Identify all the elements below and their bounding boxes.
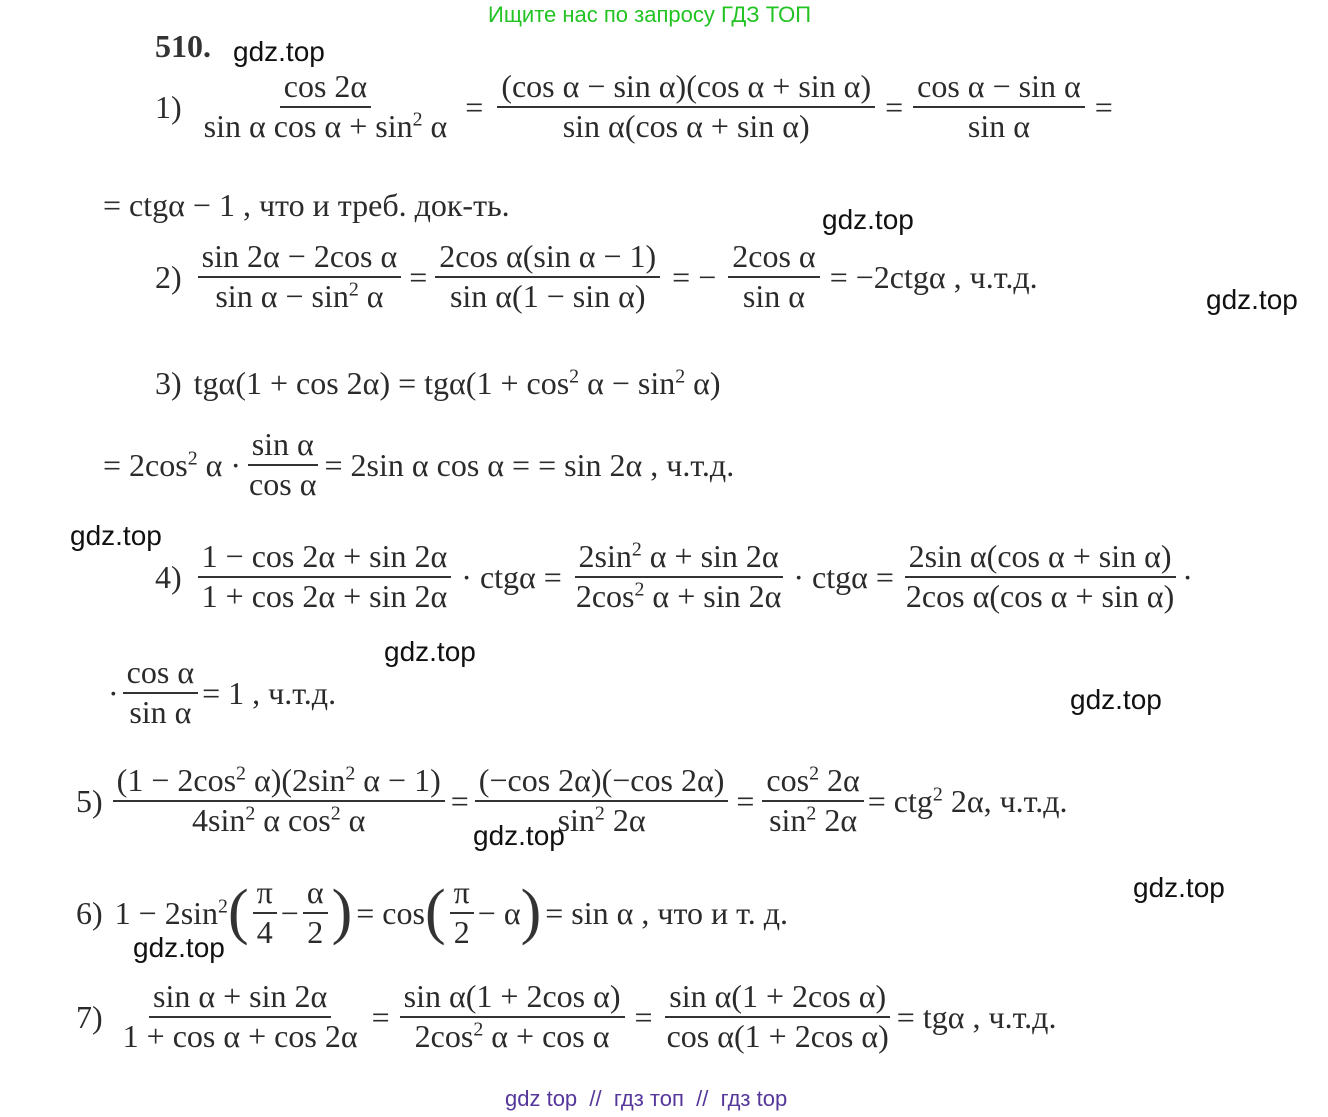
numerator: sin α(1 + 2cos α) [665, 978, 890, 1018]
item-label: 5) [76, 782, 103, 819]
fraction [435, 238, 660, 316]
right-paren: ) [520, 877, 542, 946]
expression: − α [477, 894, 521, 931]
item-1 [155, 68, 1113, 146]
numerator: 2sin α(cos α + sin α) [905, 538, 1176, 578]
fraction [303, 874, 328, 952]
denominator: $4\sin^2$ α $\cos^2 \alpha$ [192, 801, 366, 838]
fraction [123, 654, 198, 732]
numerator: $\cos^2 2\alpha$ [762, 762, 863, 802]
watermark: gdz.top [133, 932, 225, 963]
watermark: gdz.top [1133, 872, 1225, 903]
fraction [200, 68, 452, 146]
fraction [400, 978, 625, 1056]
denominator: 2 [453, 913, 470, 950]
watermark: gdz.top [473, 820, 565, 851]
numerator: cos α − sin α [913, 68, 1085, 108]
expression: $1 - 2\sin^2$ [114, 894, 228, 931]
watermark: gdz.top [822, 204, 914, 235]
numerator: cos α [123, 654, 198, 694]
numerator: 1 − cos 2α + sin 2α [198, 538, 452, 578]
item-label: 3) [155, 365, 182, 401]
denominator: $2\cos^2$ α + cos α [414, 1017, 610, 1054]
denominator: 1 + cos 2α + sin 2α [201, 577, 448, 614]
denominator: sin α [967, 107, 1030, 144]
item-label: 7) [76, 998, 103, 1035]
fraction [902, 538, 1178, 616]
item-7 [76, 978, 1056, 1056]
item-1-continuation: = ctgα − 1 , что и треб. док-ть. [103, 187, 510, 223]
equation-line: $tg\alpha(1 + \cos 2\alpha) = tg\alpha(1 + \cos^2 \alpha - \sin^2 \alpha)$ [193, 365, 721, 401]
operator: − [280, 894, 299, 931]
item-4-continuation [108, 654, 336, 732]
numerator: $2\sin^2$ α + sin 2α [575, 538, 783, 578]
result-text: = 2sin α cos α = = sin 2α , ч.т.д. [324, 446, 735, 483]
numerator: sin α(1 + 2cos α) [400, 978, 625, 1018]
fraction [663, 978, 893, 1056]
denominator: 4 [256, 913, 273, 950]
denominator: sin α $\cos \alpha + \sin^2 \alpha$ [203, 107, 448, 144]
footer-watermark: gdz top // гдз топ // гдз top [505, 1086, 788, 1111]
item-label: 4) [155, 558, 182, 595]
operator: = [465, 88, 484, 125]
denominator: $\sin^2 2\alpha$ [557, 801, 646, 838]
numerator: cos 2α [280, 68, 371, 108]
fraction [450, 874, 474, 952]
denominator: $\sin^2 2\alpha$ [769, 801, 858, 838]
expression: = cos [356, 894, 425, 931]
item-3 [155, 364, 721, 402]
operator: = [634, 998, 653, 1035]
operator: = [736, 782, 755, 819]
item-label: 6) [76, 894, 103, 931]
right-paren: ) [331, 877, 353, 946]
fraction [198, 238, 402, 316]
fraction [198, 538, 452, 616]
denominator: cos α(1 + 2cos α) [666, 1017, 889, 1054]
fraction [728, 238, 819, 316]
watermark: gdz.top [1206, 284, 1298, 315]
denominator: $\sin \alpha - \sin^2 \alpha$ [215, 277, 384, 314]
denominator: sin α(1 − sin α) [449, 277, 646, 314]
numerator: π [253, 874, 277, 914]
denominator: cos α [249, 465, 317, 502]
fraction [119, 978, 362, 1056]
numerator: sin 2α − 2cos α [198, 238, 402, 278]
item-2 [155, 238, 1038, 316]
numerator: π [450, 874, 474, 914]
denominator: sin α(cos α + sin α) [562, 107, 810, 144]
watermark: gdz.top [384, 636, 476, 667]
denominator: sin α [742, 277, 806, 314]
numerator: 2cos α(sin α − 1) [435, 238, 660, 278]
denominator: 2 [307, 913, 324, 950]
fraction [913, 68, 1085, 146]
item-5 [76, 762, 1068, 840]
numerator: (−cos 2α)(−cos 2α) [475, 762, 729, 802]
item-3-continuation [103, 426, 734, 504]
operator: · ctgα = [461, 558, 562, 595]
operator: = [409, 258, 428, 295]
result-text: = sin α , что и т. д. [545, 894, 789, 931]
numerator: α [303, 874, 328, 914]
left-paren: ( [227, 877, 249, 946]
top-banner: Ищите нас по запросу ГДЗ ТОП [488, 2, 812, 27]
operator: · ctgα = [793, 558, 894, 595]
fraction [245, 426, 320, 504]
fraction [497, 68, 875, 146]
result-text: = tgα , ч.т.д. [896, 998, 1057, 1035]
fraction [253, 874, 277, 952]
fraction [113, 762, 445, 840]
numerator: sin α + sin 2α [149, 978, 331, 1018]
operator: = [371, 998, 390, 1035]
problem-number: 510. [155, 28, 211, 64]
operator: = [450, 782, 469, 819]
item-label: 1) [155, 88, 182, 125]
numerator: sin α [248, 426, 318, 466]
operator: = [885, 88, 904, 125]
left-paren: ( [424, 877, 446, 946]
denominator: sin α [129, 693, 192, 730]
watermark: gdz.top [1070, 684, 1162, 715]
watermark: gdz.top [233, 36, 325, 67]
numerator: ($1 - 2\cos^2$ $\alpha)(2\sin^2$ α − 1) [113, 762, 445, 802]
item-4 [155, 538, 1193, 616]
watermark: gdz.top [70, 520, 162, 551]
expression: = $2\cos^2$ α · [103, 446, 242, 483]
denominator: $2\cos^2$ α + sin 2α [575, 577, 782, 614]
denominator: 2cos α(cos α + sin α) [905, 577, 1175, 614]
fraction [572, 538, 786, 616]
operator: = − [672, 258, 717, 295]
result-text: = −2ctgα , ч.т.д. [829, 258, 1038, 295]
result-text: = 1 , ч.т.д. [202, 674, 337, 711]
operator: · [1182, 558, 1193, 595]
operator: · [108, 674, 119, 711]
denominator: 1 + cos α + cos 2α [122, 1017, 358, 1054]
operator: = [1094, 88, 1113, 125]
result-text: = ctg$^2$ 2α, ч.т.д. [867, 782, 1068, 819]
numerator: 2cos α [728, 238, 819, 278]
numerator: (cos α − sin α)(cos α + sin α) [497, 68, 875, 108]
item-label: 2) [155, 258, 182, 295]
fraction [762, 762, 863, 840]
